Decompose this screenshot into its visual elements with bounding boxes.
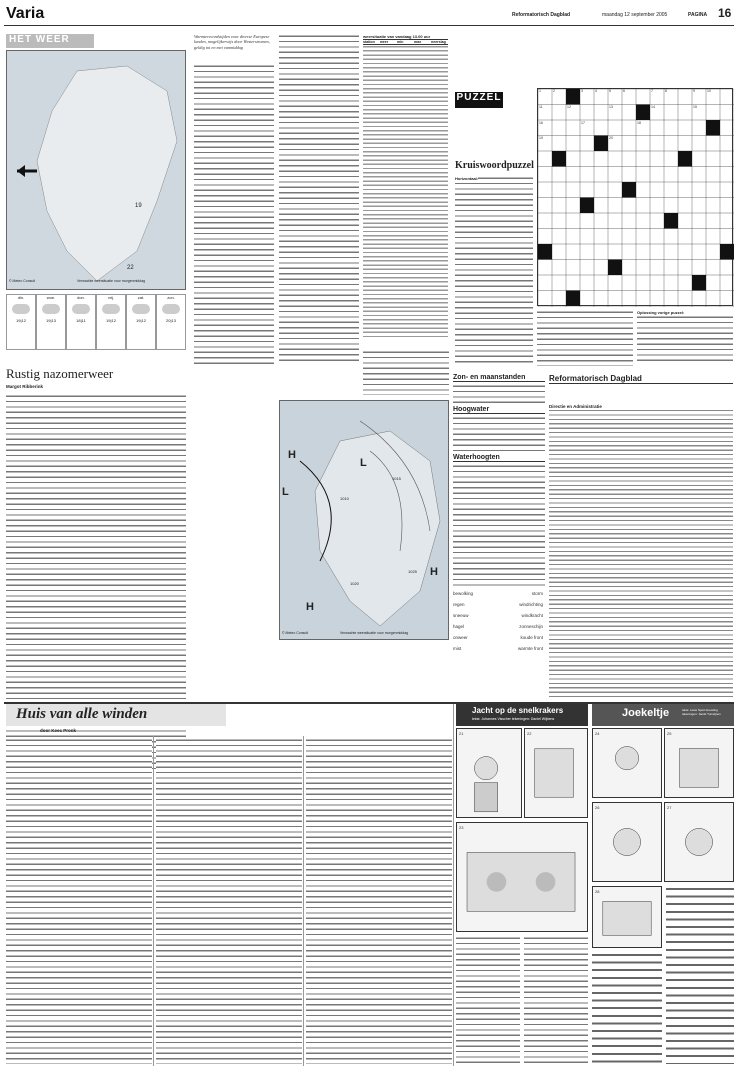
cell-number: 2 <box>553 89 555 93</box>
cloud-icon <box>12 304 30 314</box>
comic-panel-art <box>665 803 733 881</box>
legend-row <box>453 610 543 621</box>
legend-row <box>453 588 543 599</box>
puzzle-title: Kruiswoordpuzzel <box>455 160 534 171</box>
table-rows <box>363 45 448 340</box>
weather-map-small <box>6 50 186 290</box>
comic-panel <box>664 728 734 798</box>
black-cell <box>552 151 566 167</box>
solution-text <box>637 315 733 365</box>
forecast-day <box>66 294 96 350</box>
forecast-day-label: vrij. <box>107 295 115 300</box>
cell-number: 6 <box>623 89 625 93</box>
col-header: weer <box>380 40 389 44</box>
colophon-text <box>549 409 733 699</box>
comic3-header <box>592 704 734 726</box>
isobar-label: 1015 <box>392 476 401 481</box>
legend-label: warmte front <box>517 646 543 651</box>
puzzle-logo: PUZZEL <box>455 92 503 108</box>
comic1-header <box>6 704 226 726</box>
legend-row <box>453 632 543 643</box>
cell-number: 14 <box>651 105 655 109</box>
weather-intro: Warmterecordstijden voor diverse Europese landen, mogelijkerwijs door Westerstromen, geldig tot en met vanmiddag <box>194 34 270 50</box>
comic-panel-art <box>525 729 587 817</box>
forecast-day-label: zon. <box>167 295 175 300</box>
forecast-strip <box>6 294 186 350</box>
panel-number: 23 <box>459 825 464 830</box>
cell-number: 8 <box>665 89 667 93</box>
water2-title: Waterhoogten <box>453 454 545 462</box>
forecast-temp: 19|12 <box>106 318 116 323</box>
puzzle-clues-col1 <box>455 176 533 366</box>
pressure-label: H <box>306 601 314 613</box>
colophon-title: Reformatorisch Dagblad <box>549 374 733 384</box>
forecast-day-label: zat. <box>137 295 145 300</box>
cell-number: 5 <box>609 89 611 93</box>
forecast-day <box>156 294 186 350</box>
comic1-column-1 <box>6 738 152 1064</box>
article-author: Margot Ribberink <box>6 384 44 389</box>
water-text <box>453 416 545 452</box>
temp-label: 19 <box>135 203 142 209</box>
comic1-column-2 <box>156 738 302 1064</box>
cloud-icon <box>162 304 180 314</box>
black-cell <box>538 244 552 260</box>
cell-number: 19 <box>539 136 543 140</box>
page-header <box>4 4 734 26</box>
black-cell <box>678 151 692 167</box>
pressure-label: L <box>282 486 289 498</box>
comic2-credits: tekst: Johannes Visscher tekeningen: Daniel Wijbens <box>472 717 555 721</box>
comic-panel <box>664 802 734 882</box>
cell-number: 17 <box>581 121 585 125</box>
cell-number: 4 <box>595 89 597 93</box>
legend-label: regen <box>453 602 465 607</box>
weather-map-large <box>279 400 449 640</box>
cloud-icon <box>102 304 120 314</box>
cell-number: 9 <box>693 89 695 93</box>
comic-panel-art <box>665 729 733 797</box>
weather-column-2 <box>279 34 359 364</box>
legend-label: windkracht <box>521 613 543 618</box>
col-header: max <box>414 40 422 44</box>
comic2-header <box>456 704 588 726</box>
legend-row <box>453 643 543 654</box>
comic1-column-3 <box>306 738 452 1064</box>
isobar-label: 1020 <box>350 581 359 586</box>
weather-logo: HET WEER <box>6 34 94 48</box>
forecast-temp: 19|12 <box>16 318 26 323</box>
panel-number: 21 <box>459 731 464 736</box>
colophon-subtitle: Directie en Administratie <box>549 404 602 409</box>
comic-panel <box>456 728 522 818</box>
forecast-day-label: din. <box>17 295 25 300</box>
forecast-temp: 18|11 <box>76 318 86 323</box>
colophon <box>549 374 733 698</box>
comic2-title: Jacht op de snelkrakers <box>472 706 564 715</box>
comic-panel-art <box>593 803 661 881</box>
comic3-text-2 <box>666 886 734 1064</box>
cell-number: 18 <box>637 121 641 125</box>
forecast-temp: 20|13 <box>166 318 176 323</box>
page-date: maandag 12 september 2005 <box>602 12 668 18</box>
map-caption: Verwachte weersituatie voor morgenmiddag <box>340 631 409 635</box>
col-header: station <box>363 40 375 44</box>
page-label: PAGINA <box>688 12 708 18</box>
cell-number: 20 <box>609 136 613 140</box>
comic-panel-art <box>457 729 521 817</box>
forecast-day <box>36 294 66 350</box>
forecast-day <box>126 294 156 350</box>
cell-number: 16 <box>539 121 543 125</box>
panel-number: 22 <box>527 731 532 736</box>
column-rule <box>453 704 454 1066</box>
weather-column-3 <box>363 350 449 395</box>
legend-label: mist <box>453 646 462 651</box>
black-cell <box>594 136 608 152</box>
panel-number: 27 <box>667 805 672 810</box>
forecast-day-label: woe. <box>46 295 56 300</box>
water2-text <box>453 464 545 589</box>
comic3-text-1 <box>592 952 662 1064</box>
legend-row <box>453 599 543 610</box>
panel-number: 25 <box>667 731 672 736</box>
paper-name: Reformatorisch Dagblad <box>512 12 571 18</box>
black-cell <box>566 89 580 105</box>
comic-panel-art <box>593 729 661 797</box>
black-cell <box>580 198 594 214</box>
crossword-grid[interactable] <box>537 88 733 306</box>
cell-number: 1 <box>539 89 541 93</box>
cell-number: 13 <box>609 105 613 109</box>
water-title: Hoogwater <box>453 406 545 414</box>
column-rule <box>153 736 154 1066</box>
wind-arrow-head <box>17 165 25 177</box>
forecast-temp: 19|12 <box>136 318 146 323</box>
map-credit: © Meteo Consult <box>9 279 36 283</box>
puzzle-clues-col2 <box>537 310 633 366</box>
black-cell <box>636 105 650 121</box>
panel-number: 26 <box>595 805 600 810</box>
black-cell <box>664 213 678 229</box>
forecast-day-label: don. <box>77 295 85 300</box>
solution-title: Oplossing vorige puzzel: <box>637 310 685 315</box>
cell-number: 10 <box>707 89 711 93</box>
cell-number: 3 <box>581 89 583 93</box>
forecast-temp: 19|13 <box>46 318 56 323</box>
legend-label: hagel <box>453 624 465 629</box>
col-header: min <box>397 40 404 44</box>
legend-label: koude front <box>520 635 543 640</box>
cell-number: 15 <box>693 105 697 109</box>
cell-number: 11 <box>539 105 543 109</box>
comic1-author: door Kees Pronk <box>40 728 77 733</box>
black-cell <box>706 120 720 136</box>
black-cell <box>608 260 622 276</box>
pressure-label: H <box>430 566 438 578</box>
comic1-title: Huis van alle winden <box>16 706 148 722</box>
comic-panel <box>456 822 588 932</box>
legend-row <box>453 621 543 632</box>
sun-moon-title: Zon- en maanstanden <box>453 374 545 382</box>
table-title: weersituatie van vandaag 13.00 uur <box>363 34 448 40</box>
comic3-credits: tekst: Leise Sport-Hoveling tekeningen: Jacob Tunwijnen <box>682 708 721 716</box>
page-number: 16 <box>718 6 732 20</box>
forecast-day <box>6 294 36 350</box>
comic-panel <box>592 886 662 948</box>
comic2-text-2 <box>524 936 588 1064</box>
horizontal-label: Horizontaal: <box>455 176 479 181</box>
comic-panel-art <box>457 823 587 931</box>
cloud-icon <box>72 304 90 314</box>
comic-panel <box>592 728 662 798</box>
legend-label: windrichting <box>519 602 543 607</box>
comic-panel-art <box>593 887 661 947</box>
puzzle-solution <box>637 310 733 366</box>
pressure-label: L <box>360 457 367 469</box>
land-shape <box>315 431 440 626</box>
isobar-label: 1025 <box>408 569 417 574</box>
panel-number: 24 <box>595 731 600 736</box>
cloud-icon <box>132 304 150 314</box>
land-shape <box>37 66 177 281</box>
cell-number: 7 <box>651 89 653 93</box>
panel-number: 28 <box>595 889 600 894</box>
temp-label: 22 <box>127 265 134 271</box>
weather-table <box>363 34 448 344</box>
col-header: neerslag <box>431 40 446 44</box>
legend-label: onweer <box>453 635 468 640</box>
comic-panel <box>592 802 662 882</box>
comic2-text-1 <box>456 936 520 1064</box>
isobar-label: 1010 <box>340 496 349 501</box>
cloud-icon <box>42 304 60 314</box>
black-cell <box>566 291 580 307</box>
black-cell <box>622 182 636 198</box>
comic3-title: Joekeltje <box>622 707 670 719</box>
black-cell <box>692 275 706 291</box>
crossword-svg <box>538 89 734 307</box>
map-caption: Verwachte weersituatie voor morgenmiddag <box>77 279 146 283</box>
cell-number: 12 <box>567 105 571 109</box>
weather-legend <box>453 588 543 656</box>
article-title: Rustig nazomerweer <box>6 366 114 381</box>
forecast-day <box>96 294 126 350</box>
legend-label: zonneschijn <box>519 624 543 629</box>
sun-moon-text <box>453 384 545 404</box>
column-rule <box>303 736 304 1066</box>
legend-label: sneeuw <box>453 613 469 618</box>
legend-label: storm <box>531 591 543 596</box>
legend-label: bewolking <box>453 591 474 596</box>
weather-column-1 <box>194 64 274 364</box>
weather-map-svg <box>7 51 186 290</box>
sun-moon-block <box>453 374 545 589</box>
pressure-label: H <box>288 449 296 461</box>
map-credit: © Meteo Consult <box>282 631 309 635</box>
section-title: Varia <box>6 5 45 22</box>
comic-panel <box>524 728 588 818</box>
black-cell <box>720 244 734 260</box>
